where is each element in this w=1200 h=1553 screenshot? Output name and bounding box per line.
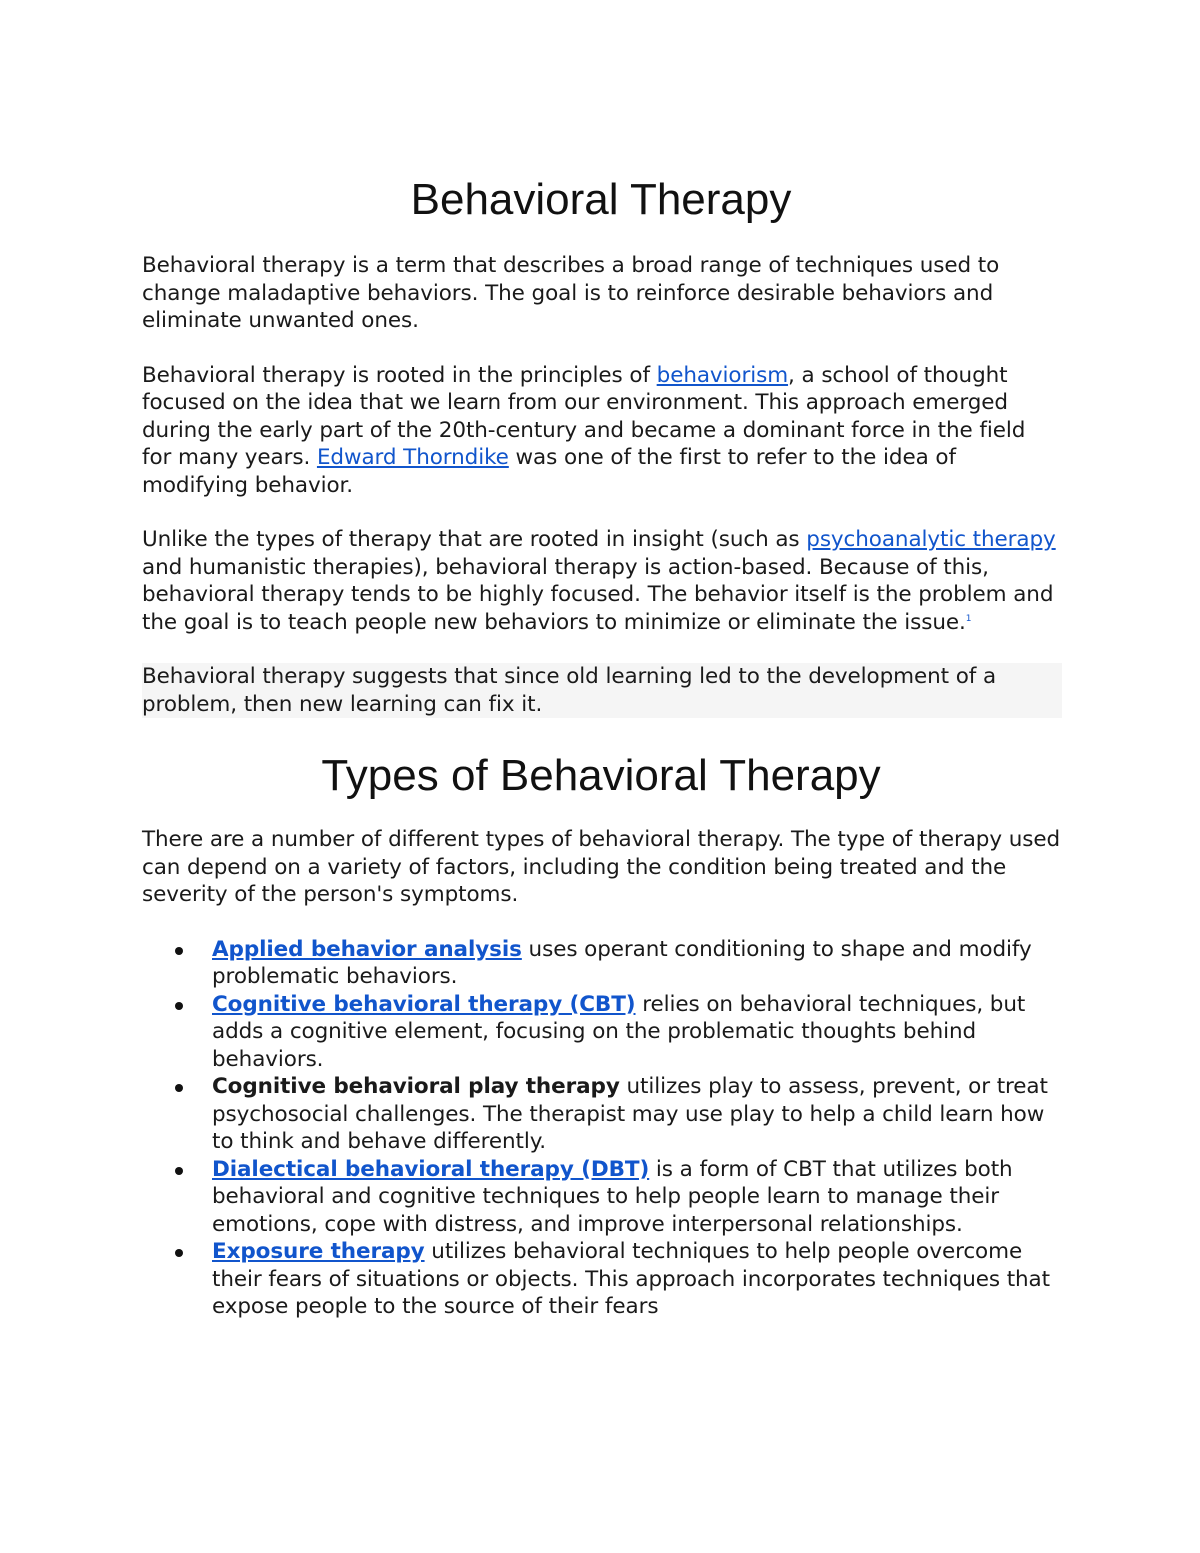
edward-thorndike-link[interactable]: Edward Thorndike xyxy=(316,445,509,470)
list-item-description: relies on behavioral techniques, but adds a cognitive element, focusing on the problematic thoughts behind behaviors. xyxy=(212,991,1026,1072)
bullet-icon xyxy=(175,1249,183,1257)
intro-paragraph-2 xyxy=(142,362,1060,500)
p3-text-after: and humanistic therapies), behavioral therapy is action-based. Because of this, behavioral therapy tends to be highly focused. The behavior itself is the problem and the goal is to teach people new behaviors to minimize or eliminate the issue. xyxy=(142,554,1054,635)
list-item-description: is a form of CBT that utilizes both behavioral and cognitive techniques to help people learn to manage their emotions, cope with distress, and improve interpersonal relationships. xyxy=(212,1156,1013,1237)
list-item-description: utilizes play to assess, prevent, or treat psychosocial challenges. The therapist may use play to help a child learn how to think and behave differently. xyxy=(212,1074,1048,1154)
document-page xyxy=(142,172,1060,1321)
highlighted-quote: Behavioral therapy suggests that since old learning led to the development of a problem, then new learning can fix it. xyxy=(142,663,1062,718)
list-item-applied-behavior-analysis xyxy=(212,936,1060,991)
exposure-therapy-link[interactable]: Exposure therapy xyxy=(212,1239,425,1264)
list-item-cbt xyxy=(212,991,1060,1074)
therapy-types-list xyxy=(142,936,1060,1321)
behaviorism-link[interactable]: behaviorism xyxy=(656,362,789,388)
footnote-reference[interactable]: 1 xyxy=(965,613,972,624)
intro-paragraph-1: Behavioral therapy is a term that describes a broad range of techniques used to change maladaptive behaviors. The goal is to reinforce desirable behaviors and eliminate unwanted ones. xyxy=(142,253,1000,333)
p2-text-before: Behavioral therapy is rooted in the principles of xyxy=(142,362,657,388)
bullet-icon xyxy=(175,947,183,955)
list-item-description: utilizes behavioral techniques to help people overcome their fears of situations or objects. This approach incorporates techniques that expose people to the source of their fears xyxy=(212,1239,1050,1319)
p2-text-middle: , a school of thought focused on the idea that we learn from our environment. This approach emerged during the early part of the 20th-century and became a dominant force in the field for many years. xyxy=(142,362,1026,470)
p2-text-after: was one of the first to refer to the idea of modifying behavior. xyxy=(142,445,956,498)
psychoanalytic-therapy-link[interactable]: psychoanalytic therapy xyxy=(806,527,1056,552)
bullet-icon xyxy=(175,1167,183,1175)
list-item-cognitive-behavioral-play-therapy xyxy=(212,1073,1060,1156)
dbt-link[interactable]: Dialectical behavioral therapy (DBT) xyxy=(212,1156,650,1182)
list-item-description: uses operant conditioning to shape and modify problematic behaviors. xyxy=(212,936,1032,989)
page-title: Behavioral Therapy xyxy=(410,175,792,224)
cbt-link[interactable]: Cognitive behavioral therapy (CBT) xyxy=(212,991,636,1017)
cognitive-behavioral-play-therapy-term: Cognitive behavioral play therapy xyxy=(212,1074,620,1099)
applied-behavior-analysis-link[interactable]: Applied behavior analysis xyxy=(212,936,522,962)
bullet-icon xyxy=(175,1084,183,1092)
types-heading: Types of Behavioral Therapy xyxy=(321,751,881,800)
types-intro-paragraph: There are a number of different types of behavioral therapy. The type of therapy used can depend on a variety of factors, including the condition being treated and the severity of the person's symptoms. xyxy=(142,827,1060,907)
list-item-dbt xyxy=(212,1156,1060,1239)
bullet-icon xyxy=(175,1002,183,1010)
list-item-exposure-therapy xyxy=(212,1238,1060,1321)
intro-paragraph-3 xyxy=(142,526,1060,636)
p3-text-before: Unlike the types of therapy that are rooted in insight (such as xyxy=(142,527,807,552)
